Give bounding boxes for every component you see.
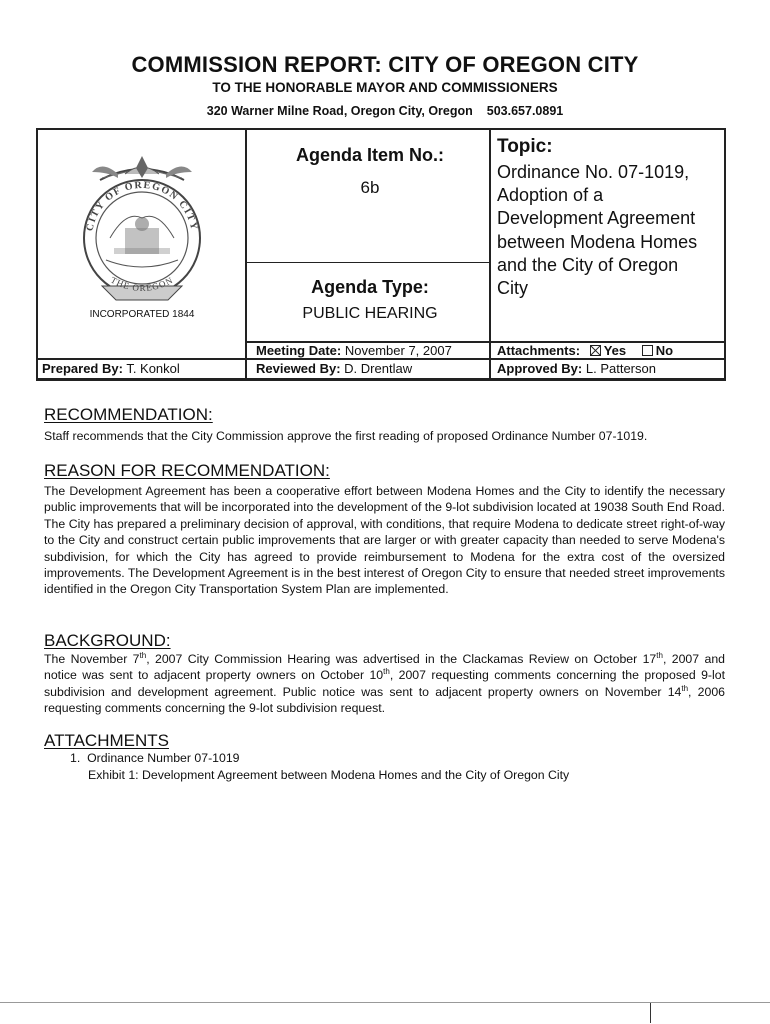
ordinal-suffix: th bbox=[681, 683, 689, 693]
background-text-part: The November 7 bbox=[44, 652, 140, 666]
yes-checkbox[interactable] bbox=[590, 345, 601, 356]
city-seal-icon bbox=[40, 138, 244, 313]
topic-line: Adoption of a bbox=[497, 185, 604, 206]
background-text-part: , 2007 City Commission Hearing was advertised in the Clackamas Review on October 17 bbox=[146, 652, 657, 666]
topic-line: Development Agreement bbox=[497, 208, 696, 229]
reviewed-by-label: Reviewed By: bbox=[256, 361, 341, 376]
topic-text bbox=[497, 161, 725, 300]
no-checkbox[interactable] bbox=[642, 345, 653, 356]
approved-by-label: Approved By: bbox=[497, 361, 583, 376]
reason-heading: REASON FOR RECOMMENDATION: bbox=[44, 461, 330, 480]
agenda-type-label: Agenda Type: bbox=[311, 277, 429, 297]
phone-number: 503.657.0891 bbox=[486, 104, 564, 118]
ordinal-suffix: th bbox=[139, 650, 147, 660]
reviewed-by-value: D. Drentlaw bbox=[344, 361, 413, 376]
meeting-date bbox=[256, 343, 452, 358]
no-label: No bbox=[655, 343, 674, 358]
yes-label: Yes bbox=[603, 343, 627, 358]
topic-line: Ordinance No. 07-1019, bbox=[497, 162, 690, 182]
box-bottom-rule bbox=[36, 378, 726, 381]
report-subtitle: TO THE HONORABLE MAYOR AND COMMISSIONERS bbox=[212, 80, 558, 95]
topic-line: and the City of Oregon bbox=[497, 254, 679, 275]
prepared-by-value: T. Konkol bbox=[126, 361, 180, 376]
background-text-part: , 2006 requesting comments concerning the 9-lot subdivision request. bbox=[44, 684, 725, 716]
meeting-date-value: November 7, 2007 bbox=[344, 343, 452, 358]
background-text-part: , 2007 requesting comments concerning the proposed 9-lot subdivision and development agreement. Public notice was sent to adjacent property owners on November 14 bbox=[44, 668, 725, 699]
agenda-type-value: PUBLIC HEARING bbox=[302, 305, 438, 322]
attachments-label: Attachments: bbox=[497, 343, 581, 358]
reviewed-by bbox=[256, 361, 412, 376]
topic-line: City bbox=[497, 278, 528, 299]
address-text: 320 Warner Milne Road, Oregon City, Oregon bbox=[206, 104, 473, 118]
approved-by bbox=[497, 361, 656, 376]
seal-ring-text: CITY OF OREGON CITY bbox=[84, 179, 200, 233]
box-divider-agenda bbox=[245, 262, 490, 263]
background-heading: BACKGROUND: bbox=[44, 631, 171, 650]
topic-line: between Modena Homes bbox=[497, 231, 698, 252]
approved-by-value: L. Patterson bbox=[585, 361, 656, 376]
attachment-item: 1. Ordinance Number 07-1019 bbox=[70, 751, 240, 765]
footer-mark bbox=[650, 1003, 651, 1023]
report-title: COMMISSION REPORT: CITY OF OREGON CITY bbox=[131, 52, 639, 77]
prepared-by-label: Prepared By: bbox=[42, 361, 123, 376]
box-divider-meta-middle bbox=[36, 358, 726, 360]
ordinal-suffix: th bbox=[656, 650, 663, 660]
reason-text: The Development Agreement has been a cooperative effort between Modena Homes and the City to identify the necessary public improvements that will be incorporated into the development of the 9-lot subdivision located at 19038 South End Road. The City has prepared a preliminary decision of approval, with conditions, that require Modena to dedicate street right-of-way to the City and construct certain public improvements that are larger or with greater capacity than needed to serve Modena's subdivision, for which the City has agreed to provide reimbursement to Modena for the extra cost of the oversized improvements. The Development Agreement is in the best interest of Oregon City to ensure that needed street improvements identified in the Oregon City Transportation System Plan are implemented. bbox=[44, 484, 725, 597]
background-text bbox=[44, 651, 725, 717]
city-seal bbox=[40, 138, 244, 328]
attachments-heading: ATTACHMENTS bbox=[44, 731, 169, 750]
agenda-item-label: Agenda Item No.: bbox=[295, 145, 444, 165]
ordinal-suffix: th bbox=[383, 667, 390, 677]
prepared-by bbox=[42, 361, 180, 376]
recommendation-heading: RECOMMENDATION: bbox=[44, 405, 213, 424]
agenda-item-value: 6b bbox=[360, 178, 380, 197]
recommendation-text: Staff recommends that the City Commission approve the first reading of proposed Ordinance Number 07-1019. bbox=[44, 429, 648, 443]
attachments-field bbox=[497, 343, 673, 358]
background-text-part: , 2007 and notice was sent to adjacent property owners on October 10 bbox=[44, 652, 725, 683]
seal-bottom-text: THE OREGON bbox=[109, 274, 175, 294]
attachment-item: Exhibit 1: Development Agreement between Modena Homes and the City of Oregon City bbox=[88, 767, 570, 782]
incorporated-text: INCORPORATED 1844 bbox=[89, 309, 195, 320]
meeting-date-label: Meeting Date: bbox=[256, 343, 342, 358]
topic-label: Topic: bbox=[497, 136, 553, 157]
attachments-list bbox=[70, 750, 569, 783]
footer-divider bbox=[0, 1002, 770, 1003]
address-line bbox=[0, 104, 770, 118]
